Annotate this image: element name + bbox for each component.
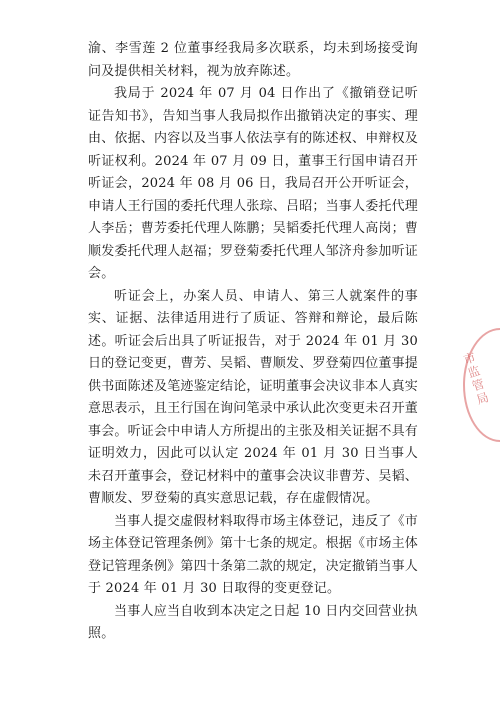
document-body <box>88 38 418 646</box>
paragraph-3: 听证会上，办案人员、申请人、第三人就案件的事实、证据、法律适用进行了质证、答辩和辩论，最后陈述。听证会后出具了听证报告，对于 2024 年 01 月 30 日的登记变更，曹芳、吴韬、曹顺发、罗登菊四位董事提供书面陈述及笔迹鉴定结论，证明董事会决议非本人真实意思表示，且王行国在询问笔录中承认此次变更未召开董事会。听证会中申请人方所提出的主张及相关证据不具有证明效力，因此可以认定 2024 年 01 月 30 日当事人未召开董事会，登记材料中的董事会决议非曹芳、吴韬、曹顺发、罗登菊的真实意思记载，存在虚假情况。 <box>88 288 419 506</box>
paragraph-2: 我局于 2024 年 07 月 04 日作出了《撤销登记听证告知书》，告知当事人我局拟作出撤销决定的事实、理由、依据、内容以及当事人依法享有的陈述权、申辩权及听证权利。2024 年 07 月 09 日，董事王行国申请召开听证会，2024 年 08 月 06 日，我局召开公开听证会，申请人王行国的委托代理人张琮、吕昭；当事人委托代理人李岳；曹芳委托代理人陈鹏；吴韬委托代理人高岗；曹顺发委托代理人赵福；罗登菊委托代理人邹济舟参加听证会。 <box>88 86 419 281</box>
paragraph-4: 当事人提交虚假材料取得市场主体登记，违反了《市场主体登记管理条例》第十七条的规定。根据《市场主体登记管理条例》第四十条第二款的规定，决定撤销当事人于 2024 年 01 月 30 日取得的变更登记。 <box>88 513 419 596</box>
paragraph-5: 当事人应当自收到本决定之日起 10 日内交回营业执照。 <box>88 603 418 641</box>
paragraph-1: 渝、李雪莲 2 位董事经我局多次联系，均未到场接受询问及提供相关材料，视为放弃陈述。 <box>88 41 418 79</box>
seal-text: 市监管局 <box>461 350 491 408</box>
